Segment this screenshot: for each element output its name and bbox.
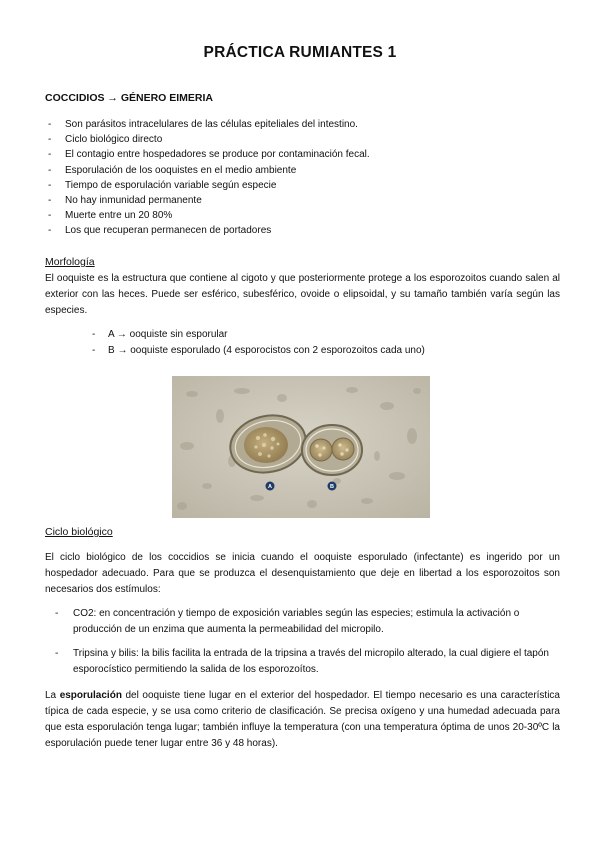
page-title: PRÁCTICA RUMIANTES 1 [203, 44, 397, 61]
oocyst-label-b [328, 482, 337, 491]
list-item: - El contagio entre hospedadores se produce por contaminación fecal. [45, 147, 370, 162]
list-item: - A → ooquiste sin esporular [90, 327, 425, 343]
list-item: - Son parásitos intracelulares de las células epiteliales del intestino. [45, 117, 370, 132]
list-item: - Ciclo biológico directo [45, 132, 370, 147]
stimuli-list-2 [45, 646, 560, 678]
esporulacion-paragraph [45, 688, 560, 752]
svg-text:B: B [330, 484, 334, 491]
list-item: - Los que recuperan permanecen de portadores [45, 223, 370, 238]
esporulacion-body: del ooquiste tiene lugar en el exterior del hospedador. El tiempo necesario es una característica típica de cada especie, y se usa como criterio de clasificación. Se precisa oxígeno y una humedad adecuada para que esta esporulación tenga lugar; también influye la temperatura (con una temperatura óptima de unos 20-30ºC la esporulación puede tener lugar entre 36 y 48 horas). [45, 690, 560, 749]
oocyst-label-a [266, 482, 275, 491]
oocyst-b [302, 425, 362, 475]
list-item: - Muerte entre un 20 80% [45, 208, 370, 223]
list-item: - CO2: en concentración y tiempo de exposición variables según las especies; estimula la activación o producción de un enzima que aumenta la permeabilidad del micropilo. [45, 606, 560, 638]
oocyst-type-list [90, 327, 425, 359]
list-item: - Esporulación de los ooquistes en el medio ambiente [45, 163, 370, 178]
list-item: - No hay inmunidad permanente [45, 193, 370, 208]
morfologia-paragraph: El ooquiste es la estructura que contiene al cigoto y que posteriormente protege a los esporozoitos cuando salen al exterior con las heces. Puede ser esférico, subesférico, ovoide o elipsoidal, y su tamaño también varía según las especies. [45, 273, 560, 316]
esporulacion-term: esporulación [59, 690, 122, 701]
ciclo-heading: Ciclo biológico [45, 526, 113, 538]
section-heading: COCCIDIOS → GÉNERO EIMERIA [45, 92, 214, 104]
list-item: - Tiempo de esporulación variable según especie [45, 178, 370, 193]
list-item: - B → ooquiste esporulado (4 esporocistos con 2 esporozoitos cada uno) [90, 343, 425, 359]
oocyst-micrograph [172, 376, 430, 518]
stimuli-list [45, 606, 560, 638]
svg-text:A: A [268, 484, 272, 491]
ciclo-intro-paragraph: El ciclo biológico de los coccidios se inicia cuando el ooquiste esporulado (infectante) es ingerido por un hospedador adecuado. Para que se produzca el desenquistamiento que deje en libertad a los esporozoitos son necesarios dos estímulos: [45, 552, 560, 595]
list-item: - Tripsina y bilis: la bilis facilita la entrada de la tripsina a través del micropilo alterado, la cual digiere el tapón esporocístico permitiendo la salida de los esporozoítos. [45, 646, 560, 678]
esporulacion-prefix: La [45, 690, 60, 701]
morfologia-heading: Morfología [45, 256, 95, 268]
characteristics-list [45, 117, 370, 239]
